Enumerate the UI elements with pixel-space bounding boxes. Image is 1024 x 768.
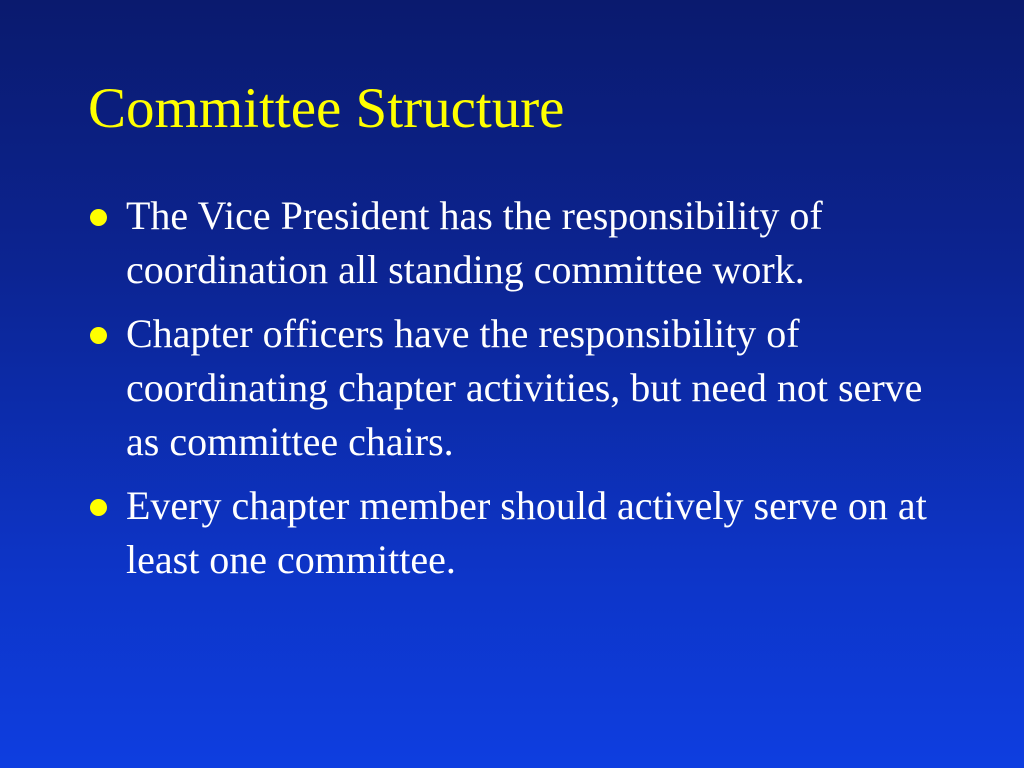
bullet-item: [88, 307, 948, 469]
bullet-dot-icon: [90, 209, 107, 226]
bullet-item: [88, 189, 948, 297]
bullet-dot-icon: [90, 499, 107, 516]
bullet-text: The Vice President has the responsibility of coordination all standing committee work.: [126, 193, 823, 292]
bullet-text: Every chapter member should actively serve on at least one committee.: [126, 483, 927, 582]
bullet-list: [88, 189, 948, 597]
slide-title: Committee Structure: [88, 77, 565, 140]
bullet-text: Chapter officers have the responsibility of coordinating chapter activities, but need not serve as committee chairs.: [126, 311, 923, 464]
bullet-dot-icon: [90, 327, 107, 344]
bullet-item: [88, 479, 948, 587]
